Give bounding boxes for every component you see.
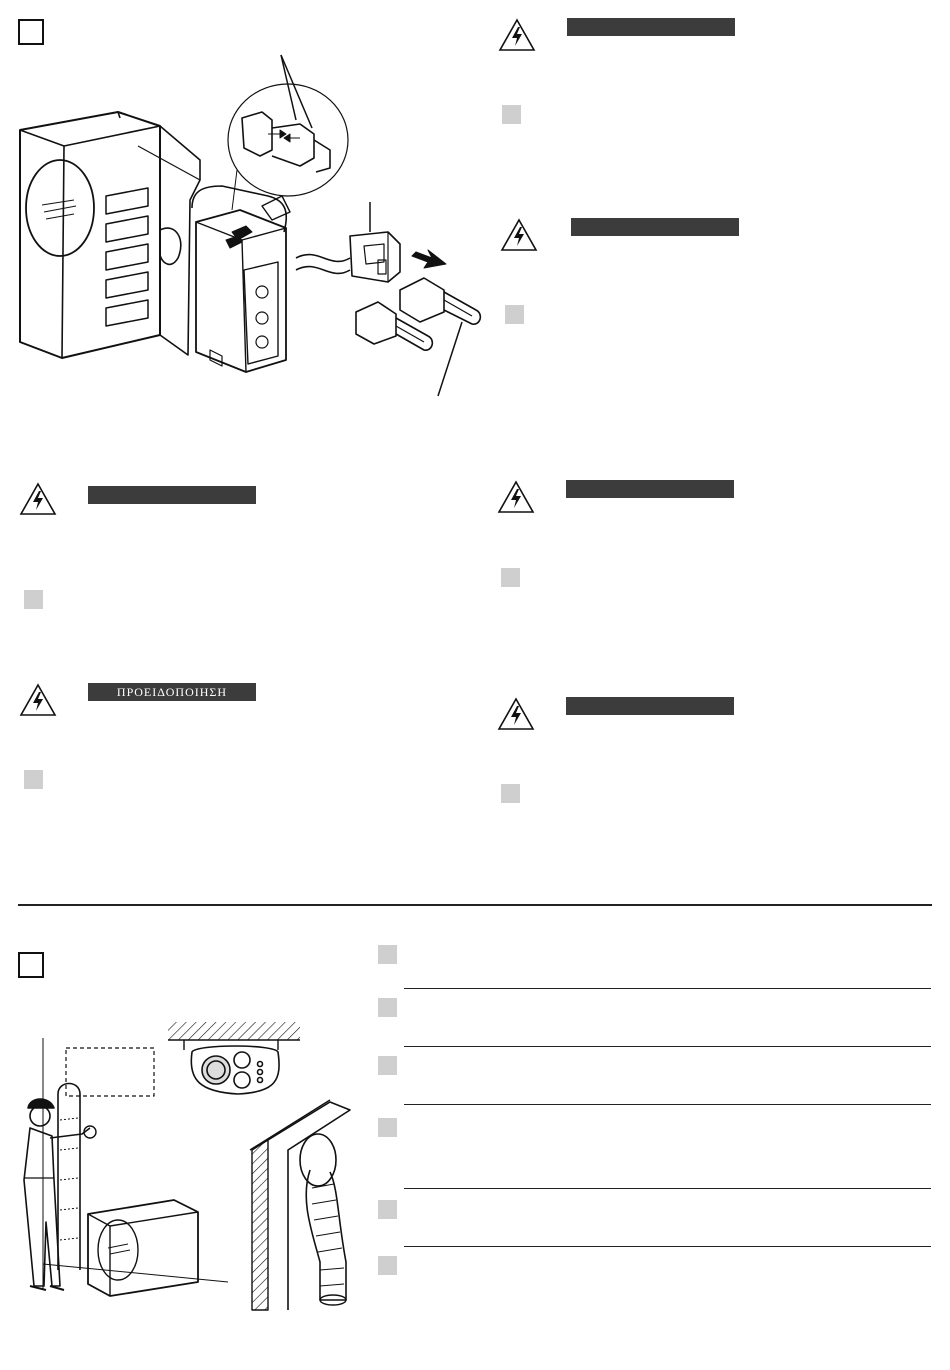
bullet-icon [24,770,43,789]
section-divider [18,904,932,906]
bullet-icon [501,568,520,587]
list-divider [404,1246,931,1247]
warning-label: ΠΡΟΕΙΔΟΠΟΙΗΣΗ [88,683,256,701]
bullet-icon [378,1200,397,1219]
bullet-icon [501,784,520,803]
warning-label [567,18,735,36]
warning-icon [497,480,535,514]
list-divider [404,988,931,989]
installation-illustration [0,1000,370,1320]
bullet-icon [378,1256,397,1275]
bullet-icon [378,1056,397,1075]
warning-label [566,697,734,715]
list-divider [404,1188,931,1189]
bullet-icon [378,1118,397,1137]
bullet-icon [505,305,524,324]
warning-icon [19,683,57,717]
list-divider [404,1046,931,1047]
warning-label [571,218,739,236]
bullet-icon [378,998,397,1017]
warning-icon [19,482,57,516]
outdoor-unit-connector-illustration [0,0,490,440]
bullet-icon [378,945,397,964]
bullet-icon [24,590,43,609]
warning-icon [497,697,535,731]
warning-icon [498,18,536,52]
warning-label [88,486,256,504]
step-number-box-2 [18,952,44,978]
list-divider [404,1104,931,1105]
warning-icon [500,218,538,252]
warning-label [566,480,734,498]
bullet-icon [502,105,521,124]
